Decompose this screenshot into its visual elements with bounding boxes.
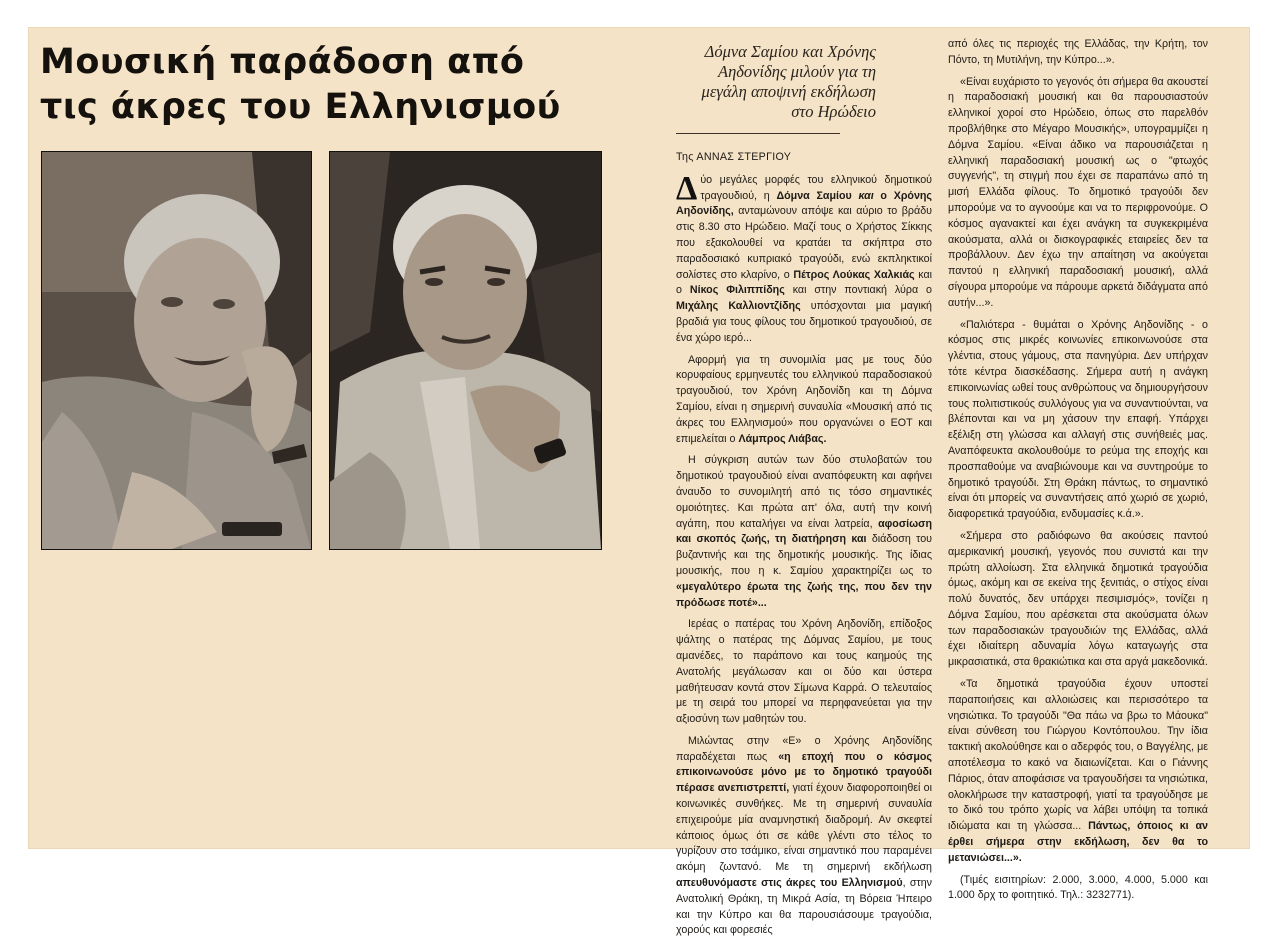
paragraph-2: Αφορμή για τη συνομιλία μας με τους δύο κορυφαίους ερμηνευτές του ελληνικού παραδοσιακού τραγουδιού, τον Χρόνη Αηδονίδη και τη Δόμνα Σαμίου, είναι η σημερινή συναυλία «Μουσική από τις άκρες του Ελληνισμού» που οργανώνει ο ΕΟΤ και επιμελείται ο Λάμπρος Λιάβας.	[676, 353, 932, 445]
paragraph-9: «Σήμερα στο ραδιόφωνο θα ακούσεις παντού αμερικανική μουσική, γεγονός που συνιστά και την πρώτη αλλοίωση. Στα ελληνικά δημοτικά τραγούδια όμως, ακόμη και σε εκείνα της ξενιτιάς, ο στίχος είναι πολύ δυνατός, δεν υπάρχει πεσιμισμός», τονίζει η Δόμνα Σαμίου, που αρέσκεται στα ακούσματα όλων των παραδοσιακών τραγουδιών της Ελλάδας, αλλά έχει ιδιαίτερη αδυναμία λόγω καταγωγής στα μικρασιατικά, στα θρακιώτικα και στα αργά μακεδονικά.	[948, 529, 1208, 669]
paragraph-8: «Παλιότερα - θυμάται ο Χρόνης Αηδονίδης - ο κόσμος στις μικρές κοινωνίες επικοινωνούσε στα γλέντια, στους γάμους, στα πανηγύρια. Δεν υπήρχαν τότε κέντρα διασκέδασης. Σήμερα αυτή η ανάγκη επικοινωνίας ωθεί τους ανθρώπους να δημιουργήσουν τους πολιτιστικούς συλλόγους για να συναντιούνται, να βλέπονται και να μη χάσουν την επαφή. Υπάρχει εξέλιξη στη γλώσσα και αλλαγή στις συνήθειές μας. Αναπόφευκτα ακολουθούμε το ρεύμα της εποχής και προσπαθούμε να αναβιώνουμε και να συντηρούμε το δημοτικό τραγούδι. Στη Θράκη πάντως, το σημαντικό είναι ότι μπορείς να συναντήσεις από χωριό σε χωριό, διαφορετικά τραγούδια, ενδυμασίες κ.ά.».	[948, 318, 1208, 521]
paragraph-6: από όλες τις περιοχές της Ελλάδας, την Κρήτη, τον Πόντο, τη Μυτιλήνη, την Κύπρο...».	[948, 38, 1208, 66]
paragraph-7: «Είναι ευχάριστο το γεγονός ότι σήμερα θα ακουστεί η παραδοσιακή μουσική και θα παρουσιαστούν ελληνικοί χοροί στο Ηρώδειο, όπως στο παρελθόν προβλήθηκε στο Μέγαρο Μουσικής», υπογραμμίζει η Δόμνα Σαμίου. «Είναι άδικο να παρουσιάζεται η ελληνική παραδοσιακή μουσική ως ο "φτωχός συγγενής", τη στιγμή που έχει σε παραπάνω από τη μισή Ελλάδα φίλους. Το δημοτικό τραγούδι δεν μπορούμε να το αγνοούμε και να το περιφρονούμε. Ο κόσμος αγανακτεί και έχει ανάγκη τα συγκεκριμένα ακούσματα, αλλά οι δισκογραφικές εταιρείες δεν τα προβάλλουν. Δεν έχω την απαίτηση να ακούγεται παντού η ελληνική παραδοσιακή μουσική, αλλά σίγουρα μπορούμε να πάρουμε αρκετά διδάγματα από αυτήν...».	[948, 75, 1208, 309]
subtitle-rule	[676, 133, 840, 134]
article-column-2	[948, 37, 1208, 910]
paragraph-10: «Τα δημοτικά τραγούδια έχουν υποστεί παραποιήσεις και αλλοιώσεις και περισσότερο τα νησιώτικα. Το τραγούδι "Θα πάω να βρω το Μάουκα" είναι σύνθεση του Γιώργου Κοντόπουλου. Την ίδια τακτική ακολούθησε και ο αδερφός του, ο Βαγγέλης, με αποτέλεσμα το κακό να διαιωνίζεται. Και ο Γιάννης Πάριος, όταν αποφάσισε να τραγουδήσει τα νησιώτικα, ολοκλήρωσε την καταστροφή, γιατί τα τραγούδησε με το δικό του τρόπο χωρίς να λάβει υπόψη τα τοπικά ιδιώματα και τη γλώσσα... Πάντως, όποιος κι αν έρθει σήμερα στην εκδήλωση, δεν θα το μετανιώσει...».	[948, 678, 1208, 864]
byline: Της ΑΝΝΑΣ ΣΤΕΡΓΙΟΥ	[676, 151, 792, 163]
article-column-1	[676, 150, 932, 945]
headline: Μουσική παράδοση από τις άκρες του Ελληνισμού	[40, 42, 561, 127]
photo-chronis-aidonidis	[329, 151, 602, 550]
subtitle: Δόμνα Σαμίου και Χρόνης Αηδονίδης μιλούν για τη μεγάλη αποψινή εκδήλωση στο Ηρώδειο	[701, 42, 876, 121]
paragraph-5: Μιλώντας στην «Ε» ο Χρόνης Αηδονίδης παραδέχεται πως «η εποχή που ο κόσμος επικοινωνούσε μόνο με το δημοτικό τραγούδι πέρασε ανεπιστρεπτί, γιατί έχουν διαφοροποιηθεί οι κοινωνικές συνθήκες. Με τη σημερινή συναυλία επιχειρούμε μία αναμνηστική διαδρομή. Αν σκεφτεί κάποιος όμως ότι σε κάθε γλέντι στο τέλος το γυρίζουν στο τσάμικο, είναι σημαντικό που παραμένει ακόμη ζωντανό. Με τη σημερινή εκδήλωση απευθυνόμαστε στις άκρες του Ελληνισμού, στην Ανατολική Θράκη, τη Μικρά Ασία, τη Βόρεια Ήπειρο και την Κύπρο και θα παρουσιάσουμε τραγούδια, χορούς και φορεσιές	[676, 734, 932, 937]
paragraph-4: Ιερέας ο πατέρας του Χρόνη Αηδονίδη, επίδοξος ψάλτης ο πατέρας της Δόμνας Σαμίου, με τους αμανέδες, το παράπονο και τους καημούς της Ανατολής μεγάλωσαν και οι δύο και ύστερα μαθήτευσαν κοντά στον Σίμωνα Καρρά. Ο τελευταίος με τη σειρά του μπορεί να περηφανεύεται για την αξιοσύνη των μαθητών του.	[676, 618, 932, 726]
paragraph-1: Δύο μεγάλες μορφές του ελληνικού δημοτικού τραγουδιού, η Δόμνα Σαμίου και ο Χρόνης Αηδονίδης, ανταμώνουν απόψε και αύριο το βράδυ στις 8.30 στο Ηρώδειο. Μαζί τους ο Χρήστος Σίκκης που εξακολουθεί να κρατάει τα σκήπτρα στο παραδοσιακό κυπριακό τραγούδι, ενώ εκπληκτικοί σολίστες στο κλαρίνο, ο Πέτρος Λούκας Χαλκιάς και ο Νίκος Φιλιππίδης και στην ποντιακή λύρα ο Μιχάλης Καλλιοντζίδης υπόσχονται μια μαγική βραδιά για τους φίλους του δημοτικού τραγουδιού, σε ένα χώρο ιερό...	[676, 169, 933, 344]
paragraph-3: Η σύγκριση αυτών των δύο στυλοβατών του δημοτικού τραγουδιού είναι αναπόφευκτη και αφήνει άναυδο το συνομιλητή από τις τόσο σημαντικές ομοιότητες. Και πρώτα απ' όλα, αυτή την κοινή αγάπη, που καταλήγει να είναι λατρεία, αφοσίωση και σκοπός ζωής, τη διατήρηση και διάδοση του βυζαντινής και της δημοτικής μουσικής. Της ίδιας μουσικής, που η κ. Σαμίου χαρακτηρίζει ως το «μεγαλύτερο έρωτα της ζωής της, που δεν την πρόδωσε ποτέ»...	[676, 454, 932, 609]
ticket-prices: (Τιμές εισιτηρίων: 2.000, 3.000, 4.000, 5.000 και 1.000 δρχ το φοιτητικό. Τηλ.: 3232771).	[948, 873, 1208, 902]
photo-domna-samiou	[41, 151, 312, 550]
drop-cap: Δ	[676, 169, 698, 207]
